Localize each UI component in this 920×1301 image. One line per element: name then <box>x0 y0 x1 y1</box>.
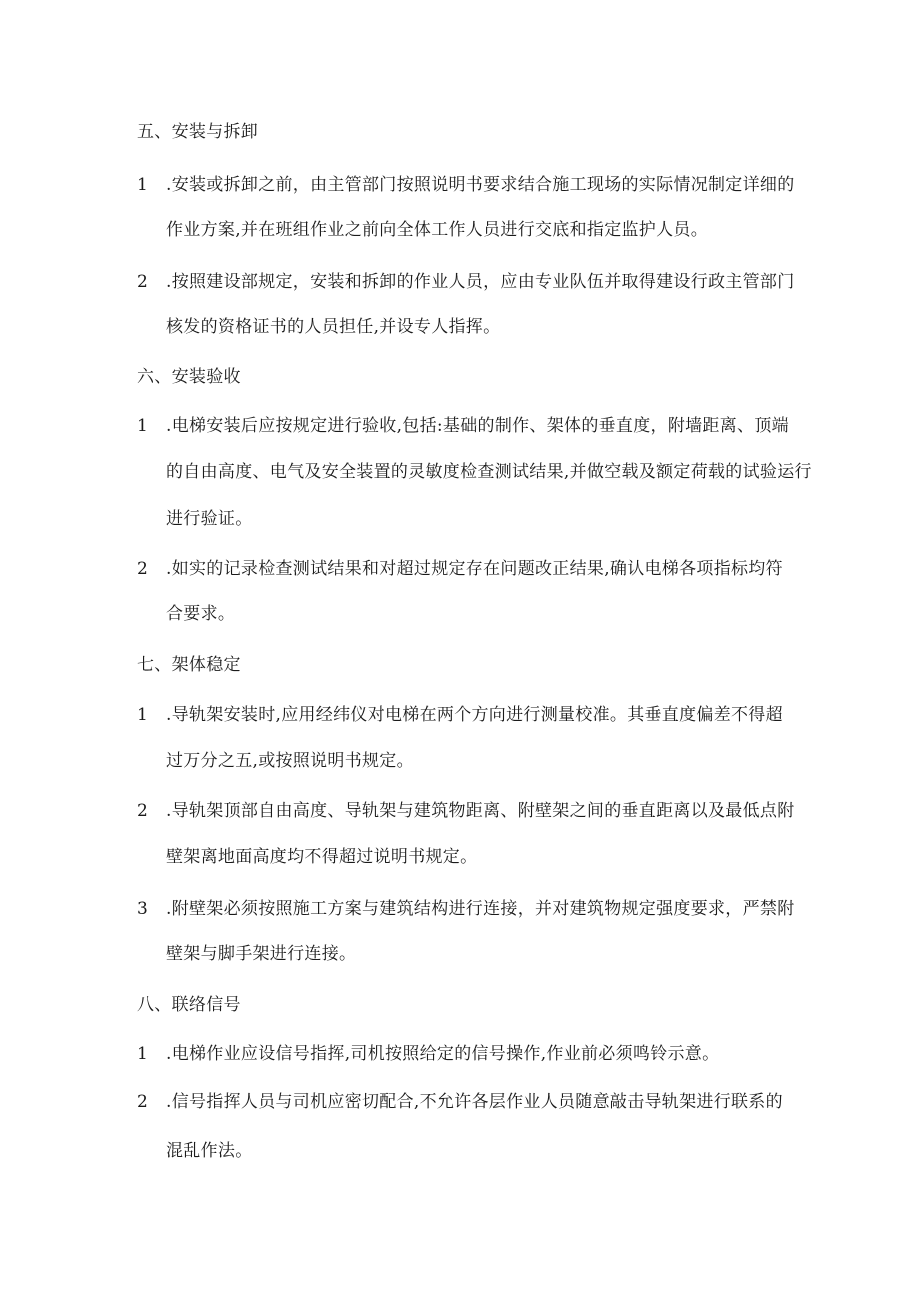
item-text-continuation: 壁架与脚手架进行连接。 <box>166 944 357 964</box>
item-text: .信号指挥人员与司机应密切配合,不允许各层作业人员随意敲击导轨架进行联系的 <box>166 1092 783 1112</box>
item-text-continuation: 作业方案,并在班组作业之前向全体工作人员进行交底和指定监护人员。 <box>166 220 709 240</box>
item-text-continuation: 的自由高度、电气及安全装置的灵敏度检查测试结果,并做空载及额定荷载的试验运行 <box>166 462 812 482</box>
item-text: .电梯安装后应按规定进行验收,包括:基础的制作、架体的垂直度，附墙距离、顶端 <box>166 416 789 436</box>
section-heading: 六、安装验收 <box>137 367 241 387</box>
list-item <box>137 898 795 920</box>
item-number: 1 <box>137 1044 149 1064</box>
item-text: .附壁架必须按照施工方案与建筑结构进行连接，并对建筑物规定强度要求，严禁附 <box>166 899 795 919</box>
list-item <box>137 1091 783 1113</box>
item-text-continuation: 核发的资格证书的人员担任,并设专人指挥。 <box>166 317 501 337</box>
item-number: 1 <box>137 175 149 195</box>
item-number: 1 <box>137 416 149 436</box>
item-number: 2 <box>137 559 149 579</box>
list-item <box>137 704 783 726</box>
section-heading: 八、联络信号 <box>137 995 241 1015</box>
item-text: .导轨架顶部自由高度、导轨架与建筑物距离、附壁架之间的垂直距离以及最低点附 <box>166 801 795 821</box>
item-number: 2 <box>137 801 149 821</box>
list-item <box>137 1043 719 1065</box>
section-heading: 七、架体稳定 <box>137 655 241 675</box>
item-number: 2 <box>137 1092 149 1112</box>
item-text: .电梯作业应设信号指挥,司机按照给定的信号操作,作业前必须鸣铃示意。 <box>166 1044 720 1064</box>
item-text: .如实的记录检查测试结果和对超过规定存在问题改正结果,确认电梯各项指标均符 <box>166 559 783 579</box>
item-text: .导轨架安装时,应用经纬仪对电梯在两个方向进行测量校准。其垂直度偏差不得超 <box>166 705 783 725</box>
section-heading: 五、安装与拆卸 <box>137 122 259 142</box>
item-text: .按照建设部规定，安装和拆卸的作业人员，应由专业队伍并取得建设行政主管部门 <box>166 272 795 292</box>
item-text-continuation: 进行验证。 <box>166 509 253 529</box>
list-item <box>137 800 795 822</box>
list-item <box>137 271 795 293</box>
item-number: 3 <box>137 899 149 919</box>
item-number: 2 <box>137 272 149 292</box>
list-item <box>137 174 795 196</box>
item-number: 1 <box>137 705 149 725</box>
item-text-continuation: 壁架离地面高度均不得超过说明书规定。 <box>166 847 478 867</box>
item-text-continuation: 合要求。 <box>166 604 236 624</box>
item-text: .安装或拆卸之前，由主管部门按照说明书要求结合施工现场的实际情况制定详细的 <box>166 175 795 195</box>
item-text-continuation: 过万分之五,或按照说明书规定。 <box>166 751 414 771</box>
item-text-continuation: 混乱作法。 <box>166 1141 253 1161</box>
list-item <box>137 415 789 437</box>
list-item <box>137 558 783 580</box>
